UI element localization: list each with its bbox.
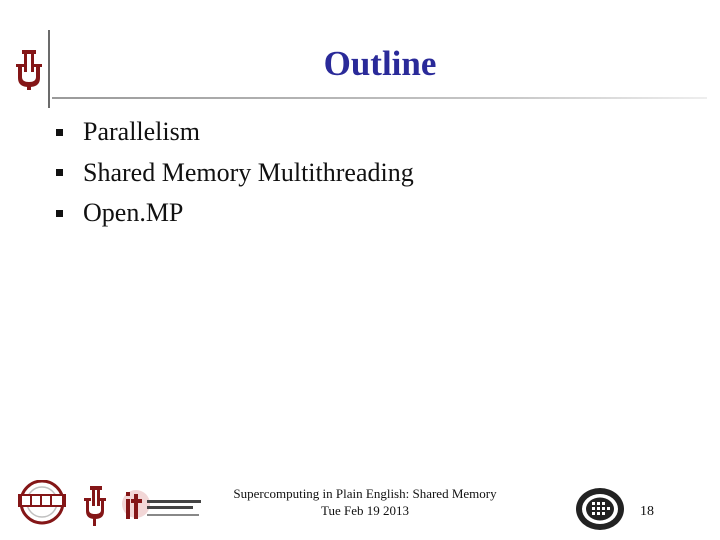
list-item	[56, 193, 414, 234]
footer-logos	[14, 480, 204, 530]
bullet-text: Shared Memory Multithreading	[83, 157, 414, 187]
bullet-list	[56, 112, 414, 234]
footer-line-1: Supercomputing in Plain English: Shared Memory	[233, 486, 497, 501]
list-item	[56, 112, 414, 153]
list-item	[56, 153, 414, 194]
ou-logo-icon	[84, 486, 106, 526]
title-vertical-rule	[48, 30, 50, 108]
footer-caption	[200, 485, 530, 519]
page-number: 18	[640, 504, 654, 519]
ou-it-logo-icon	[122, 490, 201, 519]
bullet-square-icon	[56, 210, 63, 217]
bullet-text: Open.MP	[83, 198, 184, 228]
bullet-square-icon	[56, 129, 63, 136]
footer-line-2: Tue Feb 19 2013	[320, 503, 409, 518]
bullet-square-icon	[56, 169, 63, 176]
title-horizontal-rule	[52, 97, 707, 99]
oscer-logo-icon	[18, 481, 66, 523]
slide-title: Outline	[323, 44, 437, 83]
seal-logo-icon	[574, 486, 626, 532]
bullet-text: Parallelism	[83, 117, 200, 147]
ou-logo-icon	[12, 46, 46, 92]
